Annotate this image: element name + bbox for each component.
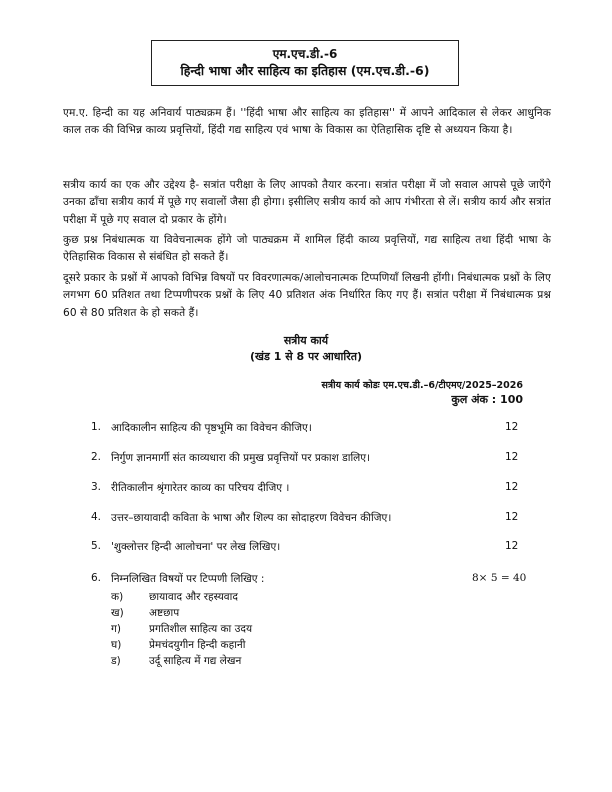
question-item [0,481,612,497]
question-marks: 12 [505,511,519,523]
course-title-box [151,40,459,86]
question-item [0,540,612,556]
question-text: उत्तर–छायावादी कविता के भाषा और शिल्प का सोदाहरण विवेचन कीजिए। [111,512,392,524]
question-text: रीतिकालीन श्रृंगारेतर काव्य का परिचय दीजिए । [111,482,290,494]
question-marks: 8× 5 = 40 [472,572,527,584]
sub-topic-text: अष्टछाप [149,607,180,619]
question-number: 5. [91,540,102,552]
sub-topic-text: उर्दू साहित्य में गद्य लेखन [149,655,242,667]
sub-topic-letter: घ) [111,639,122,651]
question-marks: 12 [505,481,519,493]
question-number: 3. [91,481,102,493]
sub-topic-text: प्रगतिशील साहित्य का उदय [149,623,253,635]
question-item [0,421,612,437]
intro-paragraph-3: कुछ प्रश्न निबंधात्मक या विवेचनात्मक होंगे जो पाठ्यक्रम में शामिल हिंदी काव्य प्रवृत्तियों, गद्य साहित्य तथा हिंदी भाषा के ऐतिहासिक विकास से संबंधित हो सकते हैं। [63,234,551,264]
question-number: 4. [91,511,102,523]
intro-paragraph-1: एम.ए. हिन्दी का यह अनिवार्य पाठ्यक्रम हैं। ''हिंदी भाषा और साहित्य का इतिहास'' में आपने आदिकाल से लेकर आधुनिक काल तक की विभिन्न काव्य प्रवृत्तियों, हिंदी गद्य साहित्य एवं भाषा के विकास का ऐतिहासिक दृष्टि से अध्ययन किया है। [63,107,551,137]
question-marks: 12 [505,451,519,463]
course-title: हिन्दी भाषा और साहित्य का इतिहास (एम.एच.डी.-6) [180,63,430,78]
question-number: 2. [91,451,102,463]
intro-paragraph-4: दूसरे प्रकार के प्रश्नों में आपको विभिन्न विषयों पर विवरणात्मक/आलोचनात्मक टिप्पणियाँ लिखनी होंगी। निबंधात्मक प्रश्नों के लिए लगभग 60 प्रतिशत तथा टिप्पणीपरक प्रश्नों के लिए 40 प्रतिशत अंक निर्धारित किए गए हैं। सत्रांत परीक्षा में निबंधात्मक प्रश्न 60 से 80 प्रतिशत के हो सकते हैं। [63,272,551,319]
sub-topic-letter: ख) [111,607,124,619]
sub-topic-text: प्रेमचंदयुगीन हिन्दी कहानी [149,639,246,651]
assignment-title: सत्रीय कार्य [283,334,329,347]
sub-topic-text: छायावाद और रहस्यवाद [149,591,238,603]
question-marks: 12 [505,540,519,552]
question-number: 6. [91,572,102,584]
sub-topic-letter: क) [111,591,124,603]
question-text: निर्गुण ज्ञानमार्गी संत काव्यधारा की प्रमुख प्रवृत्तियों पर प्रकाश डालिए। [111,452,371,464]
question-number: 1. [91,421,102,433]
sub-topic-letter: ग) [111,623,122,635]
question-marks: 12 [505,421,519,433]
question-text: 'शुक्लोत्तर हिन्दी आलोचना' पर लेख लिखिए। [111,541,281,553]
total-marks: कुल अंक : 100 [451,393,523,406]
assignment-code: सत्रीय कार्य कोडः एम.एच.डी.–6/टीएमए/2025–2026 [321,380,523,391]
sub-topic-letter: ड) [111,655,121,667]
question-item [0,451,612,467]
question-text: निम्नलिखित विषयों पर टिप्पणी लिखिए : [111,573,265,585]
question-item [0,572,612,588]
question-item [0,511,612,527]
intro-paragraph-2: सत्रीय कार्य का एक और उद्देश्य है- सत्रांत परीक्षा के लिए आपको तैयार करना। सत्रांत परीक्षा में जो सवाल आपसे पूछे जाएँगे उनका ढाँचा सत्रीय कार्य में पूछे गए सवालों जैसा ही होगा। इसीलिए सत्रीय कार्य को आप गंभीरता से लें। सत्रीय कार्य और सत्रांत परीक्षा में पूछे गए सवाल दो प्रकार के होंगे। [63,179,551,226]
question-text: आदिकालीन साहित्य की पृष्ठभूमि का विवेचन कीजिए। [111,422,312,434]
course-code: एम.एच.डी.-6 [272,47,338,61]
assignment-subtitle: (खंड 1 से 8 पर आधारित) [249,350,363,363]
